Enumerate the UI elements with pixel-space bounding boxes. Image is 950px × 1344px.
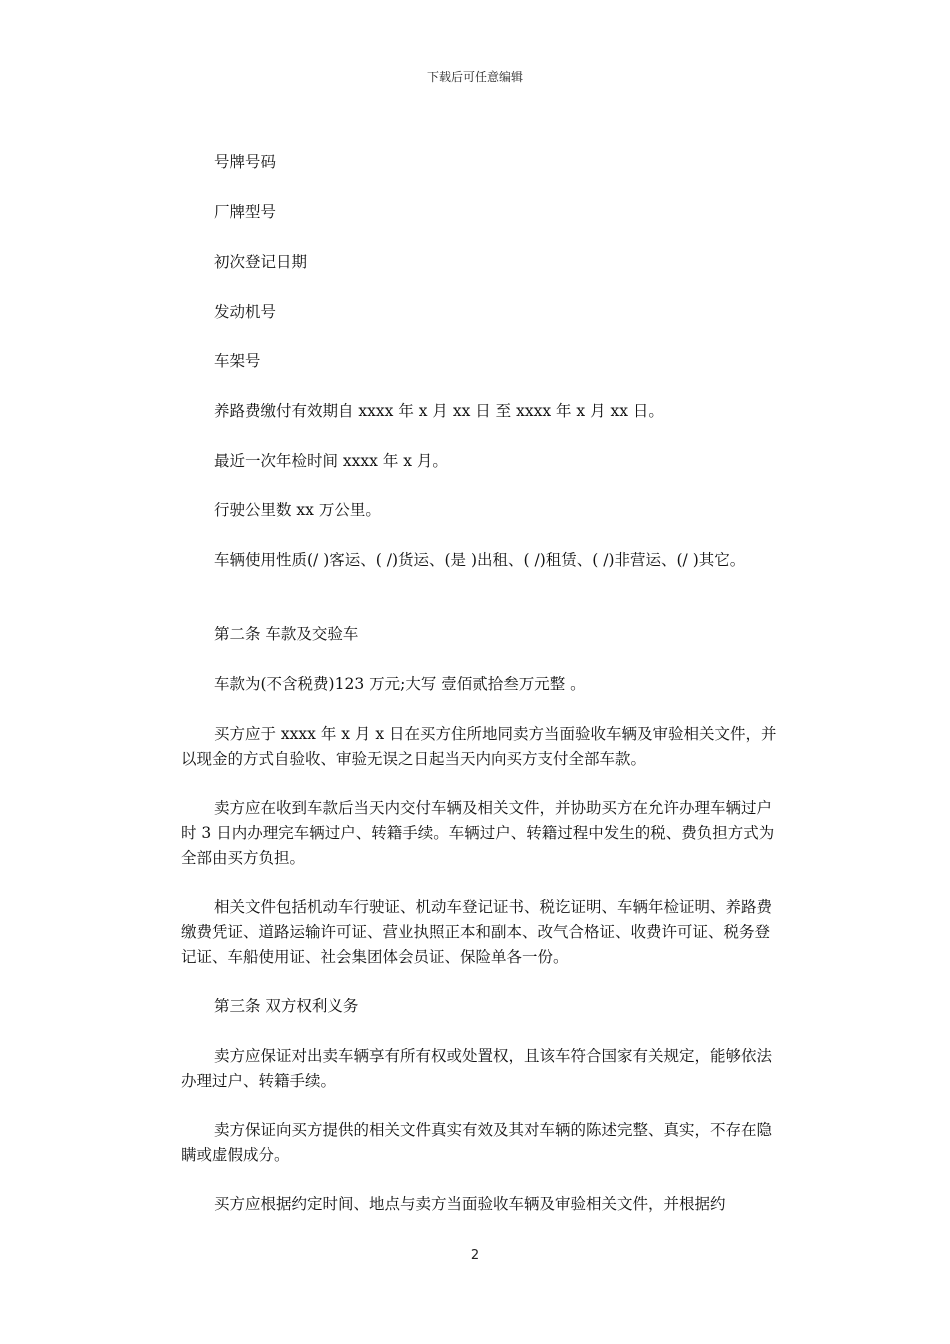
seller-guarantee-clause: 卖方保证向买方提供的相关文件真实有效及其对车辆的陈述完整、真实，不存在隐瞒或虚假成分。 [181, 1121, 773, 1164]
page-header: 下载后可任意编辑 [426, 70, 523, 84]
mileage: 行驶公里数 xx 万公里。 [214, 501, 381, 519]
vehicle-usage-type: 车辆使用性质(/ )客运、( /)货运、(是 )出租、( /)租赁、( /)非营运、(/ )其它。 [214, 551, 746, 569]
buyer-inspection-clause: 买方应根据约定时间、地点与卖方当面验收车辆及审验相关文件，并根据约 [214, 1195, 726, 1213]
field-engine-number: 发动机号 [214, 303, 277, 321]
section-heading-article-3: 第三条 双方权利义务 [214, 997, 359, 1015]
field-first-registration-date: 初次登记日期 [214, 253, 308, 271]
seller-ownership-clause: 卖方应保证对出卖车辆享有所有权或处置权，且该车符合国家有关规定，能够依法办理过户、转籍手续。 [181, 1047, 773, 1090]
page-number: 2 [470, 1248, 480, 1263]
delivery-clause: 卖方应在收到车款后当天内交付车辆及相关文件，并协助买方在允许办理车辆过户时 3 日内办理完车辆过户、转籍手续。车辆过户、转籍过程中发生的税、费负担方式为 全部由买方负担。 [181, 799, 780, 867]
field-frame-number: 车架号 [214, 352, 261, 370]
road-fee-validity: 养路费缴付有效期自 xxxx 年 x 月 xx 日 至 xxxx 年 x 月 xx 日。 [214, 402, 664, 420]
field-brand-model: 厂牌型号 [214, 203, 277, 221]
section-heading-article-2: 第二条 车款及交验车 [214, 625, 359, 643]
price-clause: 车款为(不含税费)123 万元;大写 壹佰贰拾叁万元整 。 [214, 675, 586, 693]
last-inspection: 最近一次年检时间 xxxx 年 x 月。 [214, 452, 448, 470]
field-plate-number: 号牌号码 [214, 153, 277, 171]
payment-clause: 买方应于 xxxx 年 x 月 x 日在买方住所地同卖方当面验收车辆及审验相关文件，并以现金的方式自验收、审验无误之日起当天内向买方支付全部车款。 [181, 725, 777, 768]
documents-clause: 相关文件包括机动车行驶证、机动车登记证书、税讫证明、车辆年检证明、养路费缴费凭证、道路运输许可证、营业执照正本和副本、改气合格证、收费许可证、税务登记证、车船使用证、社会集团体会员证、保险单各一份。 [181, 898, 773, 966]
